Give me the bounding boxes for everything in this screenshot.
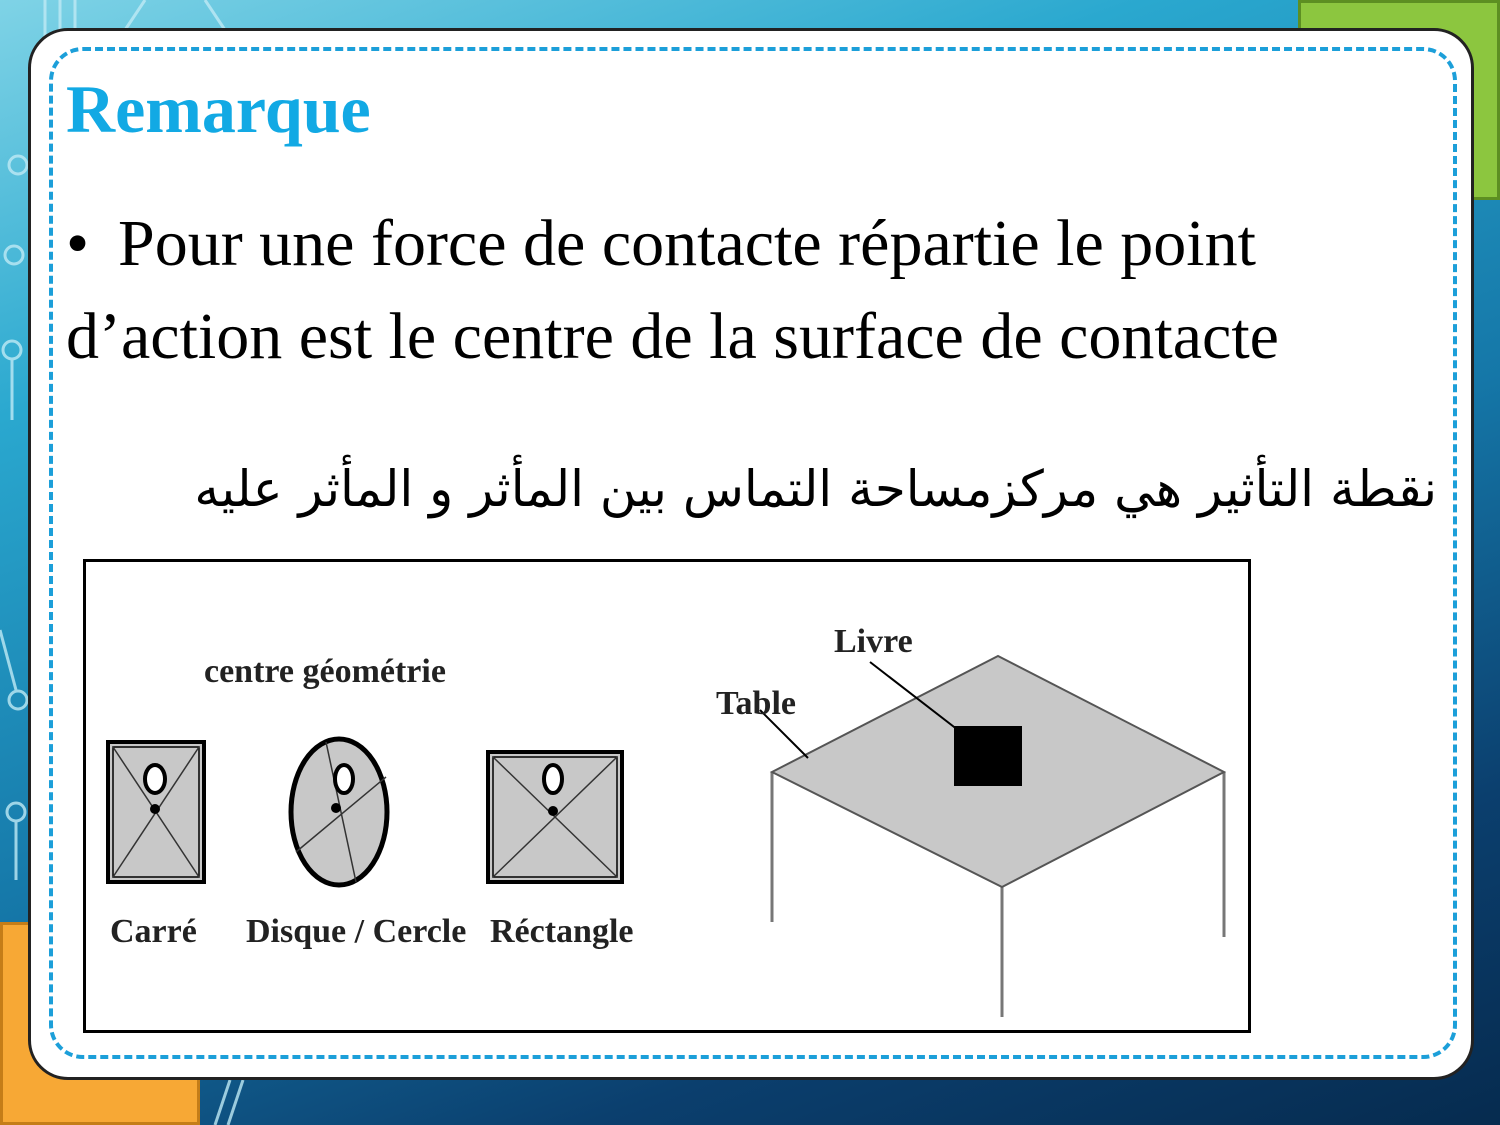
square-with-diagonals-icon [108,742,204,882]
rectangle-with-diagonals-icon [488,752,622,882]
shape-label-rectangle: Réctangle [490,913,634,950]
diagram-drawing [86,562,1248,1030]
shape-label-square: Carré [110,913,197,950]
book-label: Livre [834,623,913,660]
circle-with-diameters-icon [291,739,387,885]
shape-label-circle: Disque / Cercle [246,913,467,950]
arabic-note: نقطة التأثير هي مركزمساحة التماس بين المأثر و المأثر عليه [194,460,1437,518]
slide-card [28,28,1474,1080]
figure-heading: centre géométrie [204,653,446,690]
bullet-text-content: Pour une force de contacte répartie le point d’action est le centre de la surface de contacte [66,207,1279,373]
table-with-book-icon [760,656,1224,1017]
bullet-icon: • [66,207,90,280]
contact-diagram [83,559,1251,1033]
bullet-text [66,197,1426,383]
slide-title: Remarque [66,71,371,147]
table-label: Table [716,685,797,722]
